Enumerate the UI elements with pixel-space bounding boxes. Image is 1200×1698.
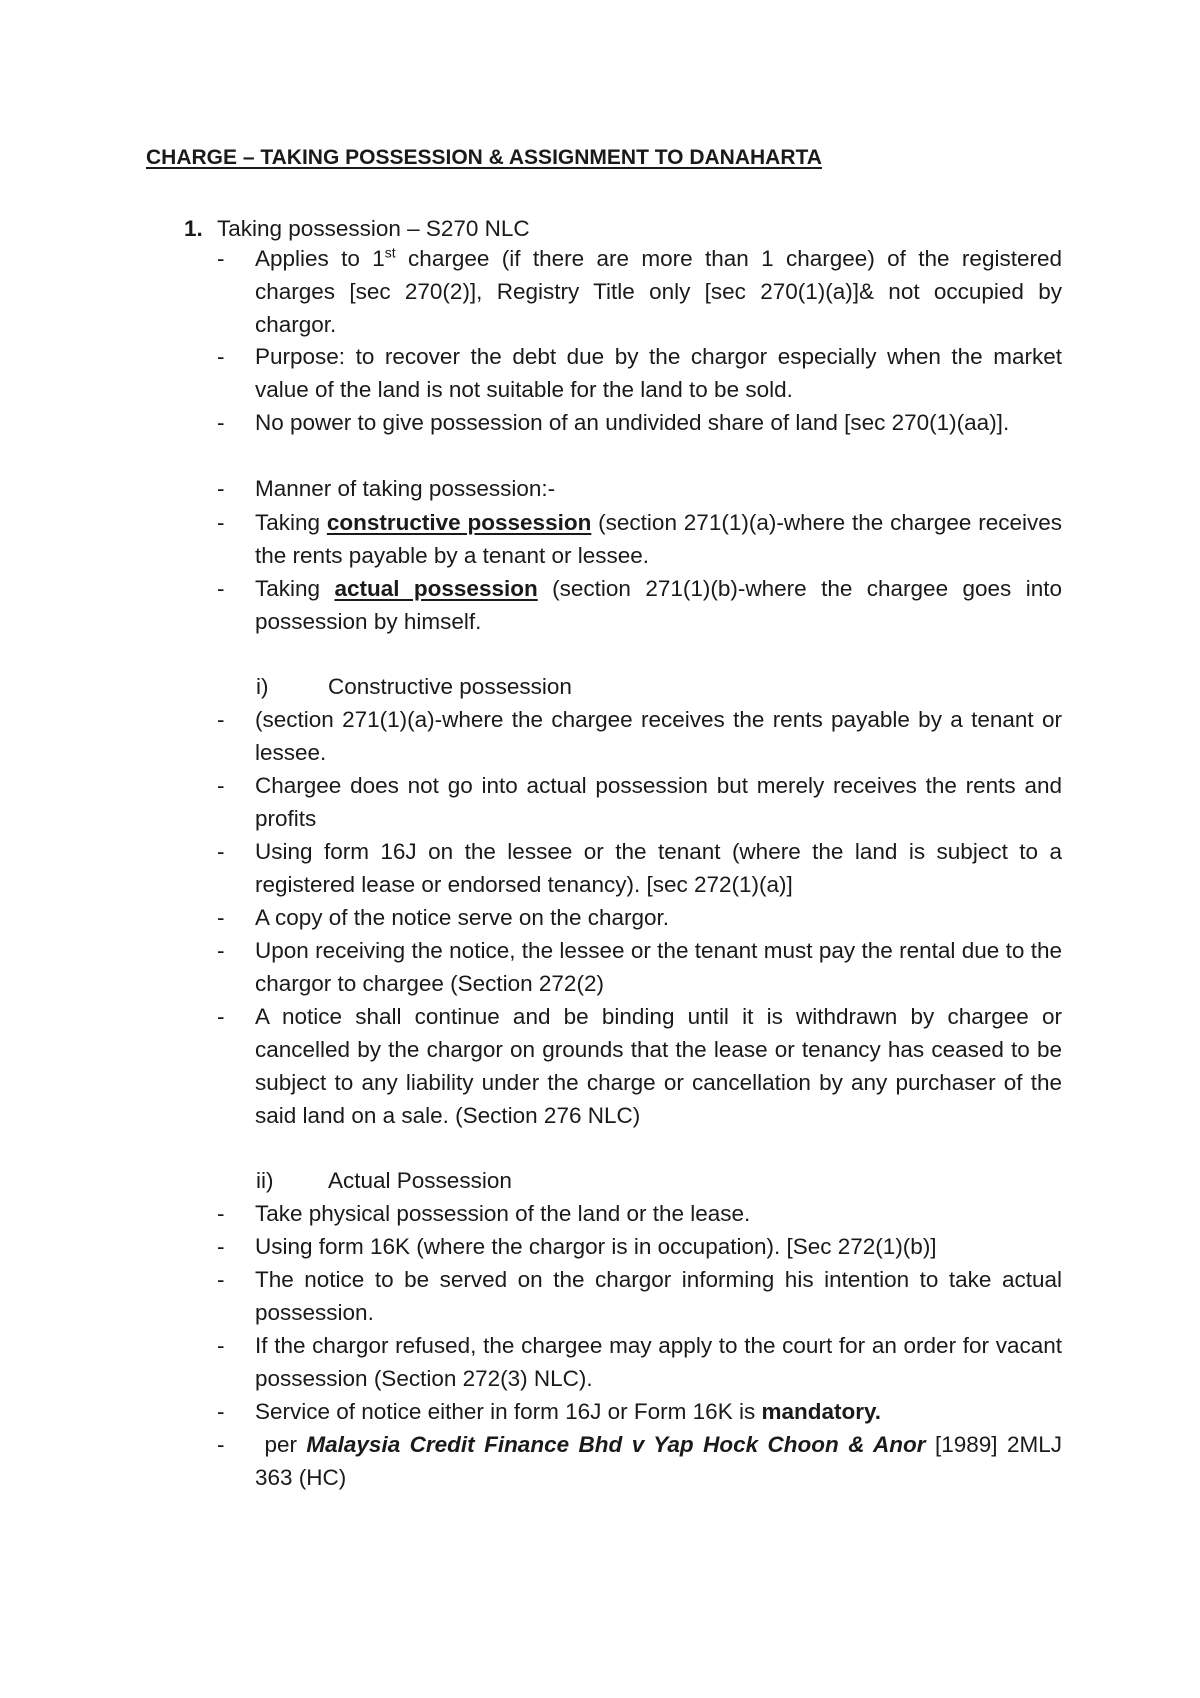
bullet-dash: -: [217, 344, 225, 369]
item-text: Upon receiving the notice, the lessee or the tenant must pay the rental due to the chargor to chargee (Section 272(2): [255, 938, 1062, 996]
list-item: [217, 1263, 1062, 1329]
item-text: A copy of the notice serve on the chargor.: [255, 905, 670, 930]
item-text: Taking: [255, 576, 335, 601]
subsection-title: Actual Possession: [328, 1168, 512, 1193]
item-text: Manner of taking possession:-: [255, 476, 556, 501]
bullet-dash: -: [217, 707, 225, 732]
case-citation: Malaysia Credit Finance Bhd v Yap Hock Choon & Anor: [306, 1432, 926, 1457]
list-item: [217, 934, 1062, 1000]
bullet-dash: -: [217, 773, 225, 798]
subsection-numeral: ii): [256, 1168, 274, 1193]
item-text: Take physical possession of the land or the lease.: [255, 1201, 751, 1226]
list-item: [217, 506, 1062, 572]
document-title: CHARGE – TAKING POSSESSION & ASSIGNMENT TO DANAHARTA: [146, 146, 822, 169]
section-1-heading: [184, 212, 530, 245]
list-item: [217, 1395, 1062, 1428]
section-number: 1.: [184, 216, 203, 241]
item-text: chargee (if there are more than 1 chargee) of the registered charges [sec 270(2)], Registry Title only [sec 270(1)(a)]& not occupied by chargor.: [255, 246, 1062, 337]
item-text: (section 271(1)(a)-where the chargee receives the rents payable by a tenant or lessee.: [255, 510, 1062, 568]
item-text: The notice to be served on the chargor informing his intention to take actual possession.: [255, 1267, 1062, 1325]
subsection-numeral: i): [256, 674, 269, 699]
item-text: per: [255, 1432, 307, 1457]
bullet-dash: -: [217, 1004, 225, 1029]
list-item: [217, 1230, 1062, 1263]
list-item: [217, 1000, 1062, 1132]
item-text: No power to give possession of an undivided share of land [sec 270(1)(aa)].: [255, 410, 1010, 435]
emphasis-term: mandatory.: [761, 1399, 882, 1424]
bullet-dash: -: [217, 839, 225, 864]
list-item: [217, 769, 1062, 835]
subsection-heading: [256, 670, 572, 703]
list-item: [217, 1197, 1062, 1230]
list-item: [217, 1428, 1069, 1494]
bullet-dash: -: [217, 1201, 225, 1226]
list-item: [217, 703, 1062, 769]
item-text: (section 271(1)(b)-where the chargee goes into possession by himself.: [255, 576, 1062, 634]
bullet-dash: -: [217, 1267, 225, 1292]
list-item: [217, 1329, 1062, 1395]
bullet-dash: -: [217, 1399, 225, 1424]
emphasis-term: actual possession: [334, 576, 538, 601]
bullet-dash: -: [217, 576, 225, 601]
list-item: [217, 901, 1062, 934]
list-item: [217, 835, 1062, 901]
bullet-dash: -: [217, 246, 225, 271]
item-text: Using form 16K (where the chargor is in occupation). [Sec 272(1)(b)]: [255, 1234, 937, 1259]
bullet-dash: -: [217, 510, 225, 535]
bullet-dash: -: [217, 938, 225, 963]
item-text: Purpose: to recover the debt due by the chargor especially when the market value of the land is not suitable for the land to be sold.: [255, 344, 1062, 402]
bullet-dash: -: [217, 1432, 225, 1457]
item-text: [1989] 2MLJ 363 (HC): [255, 1432, 1069, 1490]
item-text: Chargee does not go into actual possession but merely receives the rents and profits: [255, 773, 1062, 831]
list-item: [217, 242, 1062, 341]
bullet-dash: -: [217, 410, 225, 435]
item-text: A notice shall continue and be binding until it is withdrawn by chargee or cancelled by the chargor on grounds that the lease or tenancy has ceased to be subject to any liability under the charge or cancellation by any purchaser of the said land on a sale. (Section 276 NLC): [255, 1004, 1062, 1128]
item-text: Service of notice either in form 16J or Form 16K is: [255, 1399, 762, 1424]
item-text: Using form 16J on the lessee or the tenant (where the land is subject to a registered lease or endorsed tenancy). [sec 272(1)(a)]: [255, 839, 1062, 897]
list-item: [217, 406, 1062, 439]
section-title: Taking possession – S270 NLC: [217, 216, 530, 241]
bullet-dash: -: [217, 1333, 225, 1358]
item-text: Applies to 1: [255, 246, 385, 271]
item-text: (section 271(1)(a)-where the chargee receives the rents payable by a tenant or lessee.: [255, 707, 1062, 765]
emphasis-term: constructive possession: [326, 510, 592, 535]
bullet-dash: -: [217, 476, 225, 501]
subsection-title: Constructive possession: [328, 674, 572, 699]
item-text: If the chargor refused, the chargee may apply to the court for an order for vacant possession (Section 272(3) NLC).: [255, 1333, 1062, 1391]
list-item: [217, 572, 1062, 638]
bullet-dash: -: [217, 1234, 225, 1259]
list-item: [217, 472, 1062, 505]
item-text: Taking: [255, 510, 327, 535]
superscript: st: [384, 244, 396, 261]
list-item: [217, 340, 1062, 406]
bullet-dash: -: [217, 905, 225, 930]
subsection-heading: [256, 1164, 512, 1197]
